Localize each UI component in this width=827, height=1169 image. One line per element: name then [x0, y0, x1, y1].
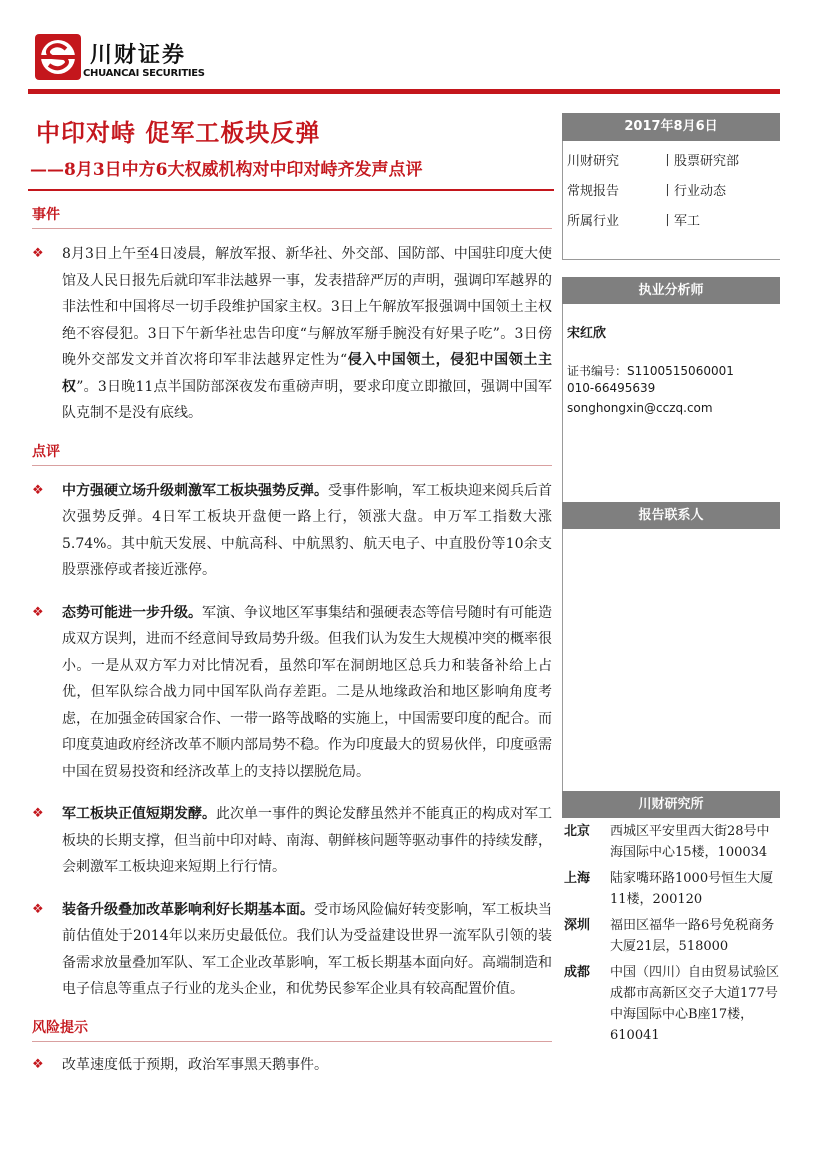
office-row — [562, 915, 780, 957]
report-subtitle: ——8月3日中方6大权威机构对中印对峙齐发声点评 — [30, 160, 423, 180]
office-address: 福田区福华一路6号免税商务大厦21层，518000 — [610, 918, 775, 954]
office-address: 中国（四川）自由贸易试验区成都市高新区交子大道177号中海国际中心B座17楼，610041 — [610, 965, 780, 1043]
event-item — [32, 241, 552, 427]
office-row — [562, 821, 780, 863]
risk-item — [32, 1052, 552, 1079]
sidebar — [562, 104, 780, 1051]
comment-lead: 态势可能进一步升级。 — [62, 604, 202, 621]
comment-item — [32, 897, 552, 1003]
diamond-bullet-icon: ❖ — [32, 482, 44, 498]
office-city: 成都 — [564, 965, 591, 980]
comment-text: 此次单一事件的舆论发酵虽然并不能真正的构成对军工板块的长期支撑，但当前中印对峙、南海、朝鲜核问题等驱动事件的持续发酵，会刺激军工板块迎来短期上行行情。 — [62, 806, 552, 875]
meta-value: 丨军工 — [661, 214, 701, 229]
comment-lead: 中方强硬立场升级刺激军工板块强势反弹。 — [62, 482, 328, 499]
analyst-email[interactable]: songhongxin@cczq.com — [567, 401, 713, 415]
header-rule — [28, 89, 780, 94]
report-date: 2017年8月6日 — [562, 113, 780, 141]
event-text: 8月3日上午至4日凌晨，解放军报、新华社、外交部、国防部、中国驻印度大使馆及人民日报先后就印军非法越界一事，发表措辞严厉的声明，强调印军越界的非法性和中国将尽一切手段维护国家主权。3日上午解放军报强调中国领土主权绝不容侵犯。3日下午新华社忠告印度“与解放军掰手腕没有好果子吃”。3日傍晚外交部发文并首次将印军非法越界定性为“ — [62, 246, 552, 368]
diamond-bullet-icon: ❖ — [32, 901, 44, 917]
main-content — [32, 198, 552, 1078]
analyst-phone: 010-66495639 — [567, 381, 656, 395]
comment-lead: 装备升级叠加改革影响利好长期基本面。 — [62, 901, 314, 918]
title-rule — [28, 189, 554, 191]
analyst-box — [562, 304, 780, 502]
office-row — [562, 962, 780, 1046]
report-meta — [562, 141, 780, 260]
event-text-tail: ”。3日晚11点半国防部深夜发布重磅声明，要求印度立即撤回，强调中国军队克制不是没有底线。 — [62, 378, 552, 421]
comment-text: 军演、争议地区军事集结和强硬表态等信号随时有可能造成双方误判，进而不经意间导致局势升级。但我们认为发生大规模冲突的概率很小。一是从双方军力对比情况看，虽然印军在洞朗地区总兵力和装备补给上占优，但军队综合战力同中国军队尚存差距。二是从地缘政治和地区影响角度考虑，在加强金砖国家合作、一带一路等战略的实施上，中国需要印度的配合。而印度莫迪政府经济改革不顺内部局势不稳。作为印度最大的贸易伙伴，印度亟需中国在贸易投资和经济改革上的支持以摆脱危局。 — [62, 604, 552, 780]
meta-value: 丨行业动态 — [661, 184, 727, 199]
contact-box — [562, 529, 780, 791]
meta-row — [563, 147, 780, 177]
event-text-bold: 侵入中国领土，侵犯中国领土主权 — [62, 352, 553, 395]
office-row — [562, 868, 780, 910]
comment-lead: 军工板块正值短期发酵。 — [62, 806, 216, 822]
report-title: 中印对峙 促军工板块反弹 — [36, 118, 321, 147]
diamond-bullet-icon: ❖ — [32, 806, 44, 821]
section-heading-comment: 点评 — [32, 435, 552, 466]
office-address: 西城区平安里西大街28号中海国际中心15楼，100034 — [610, 824, 770, 860]
brand-name-cn: 川财证券 — [90, 43, 187, 68]
chuancai-logo-icon — [35, 34, 81, 80]
section-heading-risk: 风险提示 — [32, 1011, 552, 1042]
office-address: 陆家嘴环路1000号恒生大厦11楼，200120 — [610, 871, 774, 907]
diamond-bullet-icon: ❖ — [32, 246, 44, 261]
meta-key: 所属行业 — [567, 214, 620, 229]
comment-item — [32, 478, 552, 584]
meta-value: 丨股票研究部 — [661, 154, 740, 169]
office-city: 北京 — [564, 824, 591, 839]
office-city: 上海 — [564, 871, 591, 886]
analyst-cert: 证书编号：S1100515060001 — [567, 364, 734, 378]
meta-key: 川财研究 — [567, 154, 620, 169]
diamond-bullet-icon: ❖ — [32, 604, 44, 620]
brand-name-en: CHUANCAI SECURITIES — [83, 68, 205, 79]
comment-text: 受市场风险偏好转变影响，军工板块当前估值处于2014年以来历史最低位。我们认为受益建设世界一流军队引领的装备需求放量叠加军队、军工企业改革影响，军工板长期基本面向好。高端制造和电子信息等重点子行业的龙头企业，和优势民参军企业具有较高配置价值。 — [62, 901, 552, 997]
office-city: 深圳 — [564, 918, 591, 933]
analyst-heading: 执业分析师 — [562, 277, 780, 304]
contact-heading: 报告联系人 — [562, 502, 780, 529]
meta-row — [563, 207, 780, 237]
section-heading-event: 事件 — [32, 198, 552, 229]
comment-item — [32, 801, 552, 881]
comment-text: 受事件影响，军工板块迎来阅兵后首次强势反弹。4日军工板块开盘便一路上行，领涨大盘。申万军工指数大涨5.74%。其中航天发展、中航高科、中航黑豹、航天电子、中直股份等10余支股票涨停或者接近涨停。 — [62, 482, 552, 578]
risk-text: 改革速度低于预期，政治军事黑天鹅事件。 — [62, 1056, 328, 1073]
meta-key: 常规报告 — [567, 184, 620, 199]
institute-heading: 川财研究所 — [562, 791, 780, 818]
meta-row — [563, 177, 780, 207]
diamond-bullet-icon: ❖ — [32, 1056, 44, 1072]
analyst-name: 宋红欣 — [567, 326, 607, 341]
comment-item — [32, 600, 552, 786]
